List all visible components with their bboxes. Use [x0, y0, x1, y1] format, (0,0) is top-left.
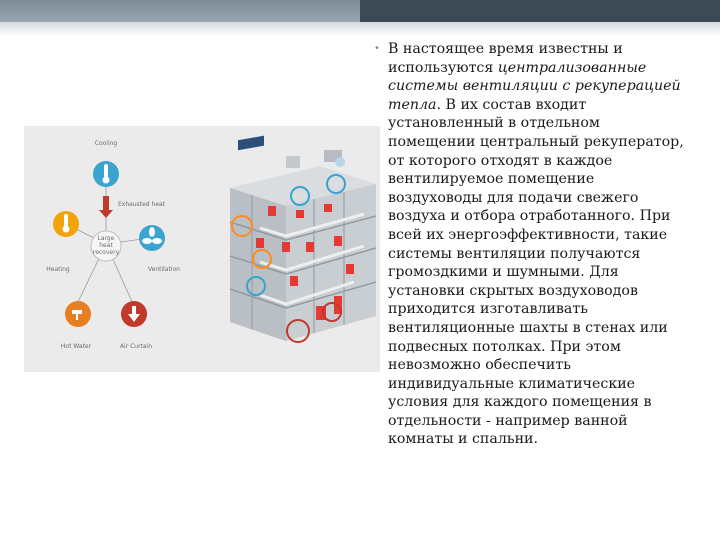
- svg-text:Heating: Heating: [46, 266, 70, 273]
- body-paragraph: [388, 40, 688, 449]
- ventilation-node: [139, 225, 180, 273]
- exhausted-heat-node: [99, 196, 166, 218]
- thermometer-icon: [64, 214, 68, 227]
- svg-text:Air Curtain: Air Curtain: [119, 343, 153, 350]
- body-text: [374, 40, 688, 449]
- svg-text:Exhausted heat: Exhausted heat: [118, 201, 166, 208]
- svg-text:Ventilation: Ventilation: [148, 266, 180, 273]
- body-intro: В настоящее время известны и используются: [388, 41, 623, 76]
- body-emphasis: централизованные системы вентиляции с рекуперацией тепла: [388, 59, 681, 113]
- svg-text:heat: heat: [99, 242, 113, 249]
- hot-water-node: [61, 301, 92, 350]
- slide-header-accent: [360, 0, 720, 22]
- svg-text:Large: Large: [97, 235, 115, 242]
- air-curtain-node: [120, 301, 152, 350]
- thermometer-icon: [104, 164, 108, 178]
- svg-text:recovery: recovery: [92, 249, 120, 256]
- illustration-svg: [24, 126, 380, 372]
- cooling-node: [93, 140, 119, 187]
- heating-node: [46, 211, 79, 273]
- center-node: [91, 231, 121, 261]
- heat-recovery-illustration: [24, 126, 380, 372]
- body-rest: . В их состав входит установленный в отдельном помещении центральный рекуператор, от которого отходят в каждое вентилируемое помещение воздуховоды для подачи свежего воздуха и отбора отработанного. При всей их энергоэффективности, такие системы вентиляции получаются громоздкими и шумными. Для установки скрытых воздуховодов приходится изготавливать вентиляционные шахты в стенах или подвесных потолках. При этом невозможно обеспечить индивидуальные климатические условия для каждого помещения в отдельности - например ванной комнаты и спальни.: [388, 96, 684, 448]
- bullet-icon: •: [374, 43, 380, 54]
- slide-header-shadow: [0, 22, 720, 36]
- arrow-down-icon: [99, 210, 113, 218]
- svg-text:Cooling: Cooling: [94, 140, 118, 147]
- svg-text:Hot Water: Hot Water: [60, 343, 92, 350]
- building-illustration: [230, 136, 376, 342]
